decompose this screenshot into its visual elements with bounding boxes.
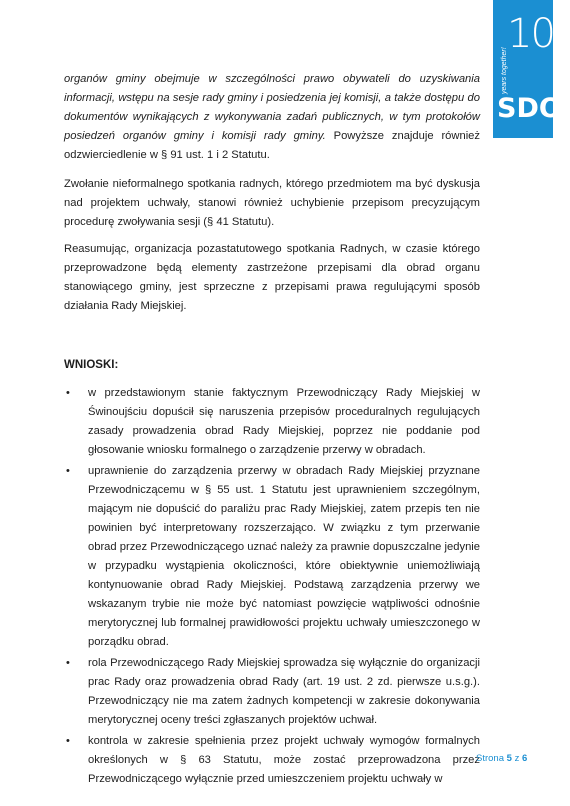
- conclusion-item: • kontrola w zakresie spełnienia przez projekt uchwały wymogów formalnych określonych w § 63 Statutu, może zostać przeprowadzona przez Przewodniczącego wyłącznie przed umieszczeniem projektu uchwały w: [64, 732, 480, 789]
- conclusions-list: [64, 384, 480, 789]
- page-label: Strona: [476, 753, 504, 764]
- bullet-icon: •: [66, 387, 70, 399]
- logo-brand: SDO: [497, 93, 562, 124]
- conclusions-heading: WNIOSKI:: [64, 359, 119, 371]
- bullet-icon: •: [66, 465, 70, 477]
- paragraph-intro-italic: organów gminy obejmuje w szczególności prawo obywateli do uzyskiwania informacji, wstępu na sesje rady gminy i posiedzenia jej komisji, a także dostępu do dokumentów wynikających z wykonywania zadań publicznych, w tym protokołów posiedzeń organów gminy i komisji rady gminy.: [64, 73, 480, 142]
- paragraph-summary: Reasumując, organizacja pozastatutowego spotkania Radnych, w czasie którego przeprowadzone będą elementy zastrzeżone przepisami dla obrad organu stanowiącego gminy, jest sprzeczne z przepisami prawa regulującymi sposób działania Rady Miejskiej.: [64, 243, 480, 312]
- sdo-logo: [493, 0, 562, 138]
- paragraph-session: Zwołanie nieformalnego spotkania radnych, którego przedmiotem ma być dyskusja nad projektem uchwały, stanowi również uchybienie przepisom precyzującym procedurę zwoływania sesji (§ 41 Statutu).: [64, 178, 480, 228]
- paragraph-intro-regular: Powyższe znajduje również odzwierciedlenie w § 91 ust. 1 i 2 Statutu.: [64, 130, 480, 161]
- bullet-icon: •: [66, 657, 70, 669]
- paragraph-intro: [64, 70, 480, 165]
- document-body: [64, 70, 480, 791]
- page-number: [476, 753, 527, 764]
- page-current: 5: [506, 753, 512, 764]
- page-sep: z: [514, 753, 520, 764]
- logo-number: 10: [507, 11, 554, 57]
- bullet-icon: •: [66, 735, 70, 747]
- conclusion-item: • w przedstawionym stanie faktycznym Przewodniczący Rady Miejskiej w Świnoujściu dopuścił się naruszenia przepisów proceduralnych regulujących zasady prowadzenia obrad Rady Miejskiej, poprzez nie poddanie pod głosowanie wniosku formalnego o zarządzenie przerwy w obradach.: [64, 384, 480, 460]
- logo-tagline: years together!: [501, 47, 508, 94]
- page-total: 6: [521, 753, 528, 764]
- conclusion-item: • uprawnienie do zarządzenia przerwy w obradach Rady Miejskiej przyznane Przewodniczącemu w § 55 ust. 1 Statutu jest uprawnieniem szczególnym, mającym nie dopuścić do paraliżu prac Rady Miejskiej, zatem przepis ten nie powinien być interpretowany rozszerzająco. W związku z tym przerwanie obrad przez Przewodniczącego uznać należy za prawnie dopuszczalne jedynie w przypadku wystąpienia okoliczności, które obiektywnie uniemożliwiają kontynuowanie obrad Rady Miejskiej. Podstawą zarządzenia przerwy we wskazanym trybie nie może być natomiast powzięcie wątpliwości odnośnie merytorycznej lub formalnej prawidłowości projektu uchwały umieszczonego w porządku obrad.: [64, 462, 480, 652]
- conclusion-item: • rola Przewodniczącego Rady Miejskiej sprowadza się wyłącznie do organizacji prac Rady oraz prowadzenia obrad Rady (art. 19 ust. 2 zd. pierwsze u.s.g.). Przewodniczący nie ma zatem żadnych kompetencji w zakresie dokonywania merytorycznej oceny treści zgłaszanych projektów uchwał.: [64, 654, 480, 730]
